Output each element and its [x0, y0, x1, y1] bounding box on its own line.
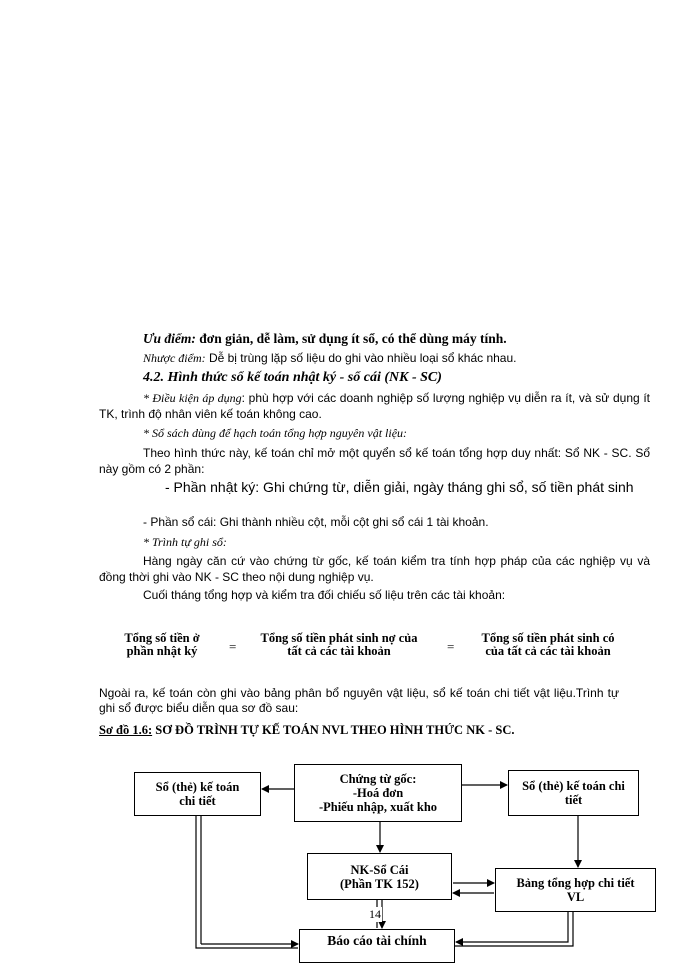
source-documents-box [294, 764, 462, 822]
formula-left-line-2: phần nhật ký [126, 644, 198, 658]
detail-right-line-1: Sổ (thẻ) kế toán chi [522, 779, 625, 793]
formula-right-line-1: Tổng số tiền phát sinh có [481, 631, 615, 645]
summary-line-2: VL [566, 890, 585, 904]
conditions-text: : phù hợp với các doanh nghiệp số lượng nghiệp vụ diễn ra ít, và sử dụng ít TK, trình độ nhân viên kế toán không cao. [99, 391, 651, 421]
page-number: 14 [369, 907, 381, 921]
formula-equals-2: = [447, 639, 455, 654]
detail-left-line-1: Sổ (thẻ) kế toán [155, 780, 240, 794]
formula-left-line-1: Tổng số tiền ở [124, 631, 200, 645]
order-paragraph-2: Cuối tháng tổng hợp và kiểm tra đối chiếu số liệu trên các tài khoản: [143, 588, 506, 602]
summary-table-box [495, 868, 656, 912]
conditions-label: * Điều kiện áp dụng [143, 391, 242, 405]
advantage-label: Ưu điểm: [143, 331, 196, 346]
diagram-caption-text: SƠ ĐỒ TRÌNH TỰ KẾ TOÁN NVL THEO HÌNH THỨC NK - SC. [152, 723, 515, 737]
nk-so-cai-box [307, 853, 452, 900]
order-paragraph-1: Hàng ngày căn cứ vào chứng từ gốc, kế toán kiểm tra tính hợp pháp của các nghiệp vụ và đồng thời ghi vào NK - SC theo nội dung nghiệp vụ. [99, 554, 650, 584]
detail-ledger-left-box [134, 772, 261, 816]
nksc-line-2: (Phần TK 152) [340, 876, 419, 891]
formula-middle-line-2: tất cả các tài khoản [287, 644, 391, 658]
nksc-line-1: NK-Sổ Cái [350, 862, 409, 877]
arrow-summary-to-report [456, 912, 568, 942]
books-heading: * Sổ sách dùng để hạch toán tổng hợp nguyên vật liệu: [143, 426, 408, 440]
books-paragraph: Theo hình thức này, kế toán chỉ mở một quyển sổ kế toán tổng hợp duy nhất: Sổ NK - SC. Sổ này gồm có 2 phần: [99, 446, 650, 476]
note-paragraph: Ngoài ra, kế toán còn ghi vào bảng phân bổ nguyên vật liệu, sổ kế toán chi tiết vật liệu.Trình tự ghi sổ được biểu diễn qua sơ đồ sau: [99, 686, 619, 715]
section-title: 4.2. Hình thức sổ kế toán nhật ký - sổ cái (NK - SC) [143, 370, 442, 385]
detail-left-line-2: chi tiết [179, 794, 216, 808]
detail-ledger-right-box [508, 770, 639, 816]
disadvantage-text: Dễ bị trùng lặp số liệu do ghi vào nhiều loại sổ khác nhau. [205, 351, 517, 365]
ledger-part: - Phần sổ cái: Ghi thành nhiều cột, mỗi cột ghi sổ cái 1 tài khoản. [143, 515, 489, 529]
detail-right-line-2: tiết [564, 793, 583, 807]
source-docs-line-2: -Hoá đơn [352, 786, 404, 800]
financial-report-box: Báo cáo tài chính [299, 929, 455, 963]
order-heading: * Trình tự ghi sổ: [143, 535, 227, 549]
formula-middle-line-1: Tổng số tiền phát sinh nợ của [260, 631, 418, 645]
advantage-text: đơn giản, dễ làm, sử dụng ít sổ, có thể dùng máy tính. [195, 331, 507, 346]
formula-equals-1: = [229, 639, 237, 654]
double-line-summary-outer [454, 912, 573, 946]
diagram-caption-label: Sơ đồ 1.6: [99, 723, 153, 737]
source-docs-line-3: -Phiếu nhập, xuất kho [318, 800, 438, 814]
formula-right-line-2: của tất cả các tài khoản [485, 644, 611, 658]
double-line-left-outer [196, 816, 298, 948]
journal-part: - Phần nhật ký: Ghi chứng từ, diễn giải, ngày tháng ghi sổ, số tiền phát sinh [165, 479, 634, 495]
disadvantage-label: Nhược điểm: [143, 351, 206, 365]
source-docs-line-1: Chứng từ gốc: [339, 772, 417, 786]
summary-line-1: Bảng tổng hợp chi tiết [516, 876, 635, 890]
